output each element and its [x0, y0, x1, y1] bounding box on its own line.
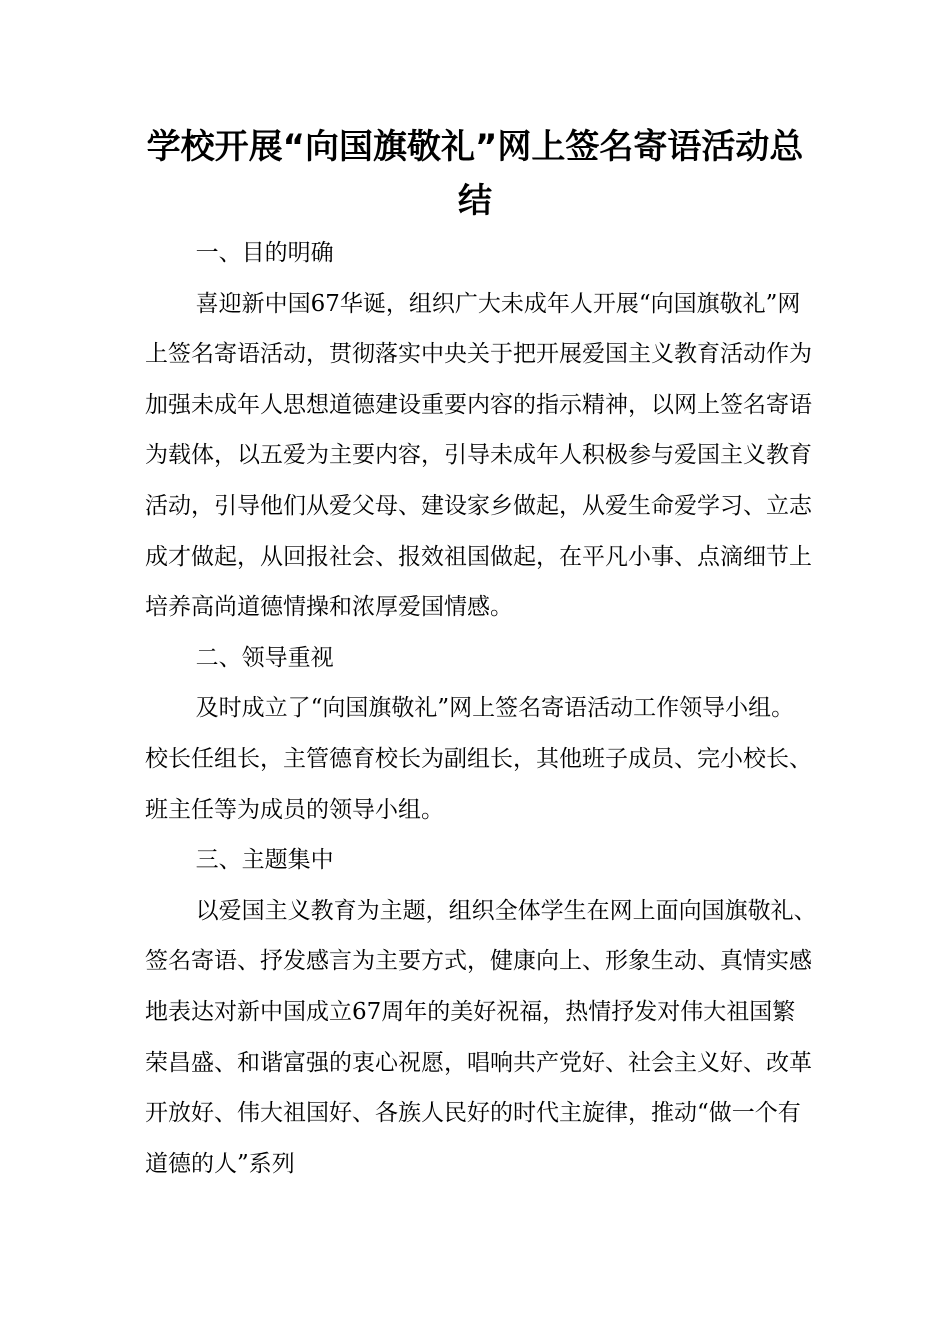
section-heading-theme: 三、主题集中: [195, 847, 334, 874]
document-title: 学校开展“向国旗敬礼”网上签名寄语活动总结: [146, 127, 804, 221]
section-heading-leadership: 二、领导重视: [195, 644, 334, 671]
section-heading-purpose: 一、目的明确: [195, 240, 334, 266]
section-paragraph-leadership: 及时成立了“向国旗敬礼”网上签名寄语活动工作领导小组。校长任组长，主管德育校长为副组长，其他班子成员、完小校长、班主任等为成员的领导小组。: [145, 695, 812, 823]
section-paragraph-theme: 以爱国主义教育为主题，组织全体学生在网上面向国旗敬礼、签名寄语、抒发感言为主要方式，健康向上、形象生动、真情实感地表达对新中国成立67周年的美好祝福，热情抒发对伟大祖国繁荣昌盛、和谐富强的衷心祝愿，唱响共产党好、社会主义好、改革开放好、伟大祖国好、各族人民好的时代主旋律，推动“做一个有道德的人”系列: [145, 897, 817, 1177]
document-body: [145, 228, 817, 1189]
section-paragraph-purpose: 喜迎新中国67华诞，组织广大未成年人开展“向国旗敬礼”网上签名寄语活动，贯彻落实中央关于把开展爱国主义教育活动作为加强未成年人思想道德建设重要内容的指示精神，以网上签名寄语为载体，以五爱为主要内容，引导未成年人积极参与爱国主义教育活动，引导他们从爱父母、建设家乡做起，从爱生命爱学习、立志成才做起，从回报社会、报效祖国做起，在平凡小事、点滴细节上培养高尚道德情操和浓厚爱国情感。: [145, 290, 812, 621]
